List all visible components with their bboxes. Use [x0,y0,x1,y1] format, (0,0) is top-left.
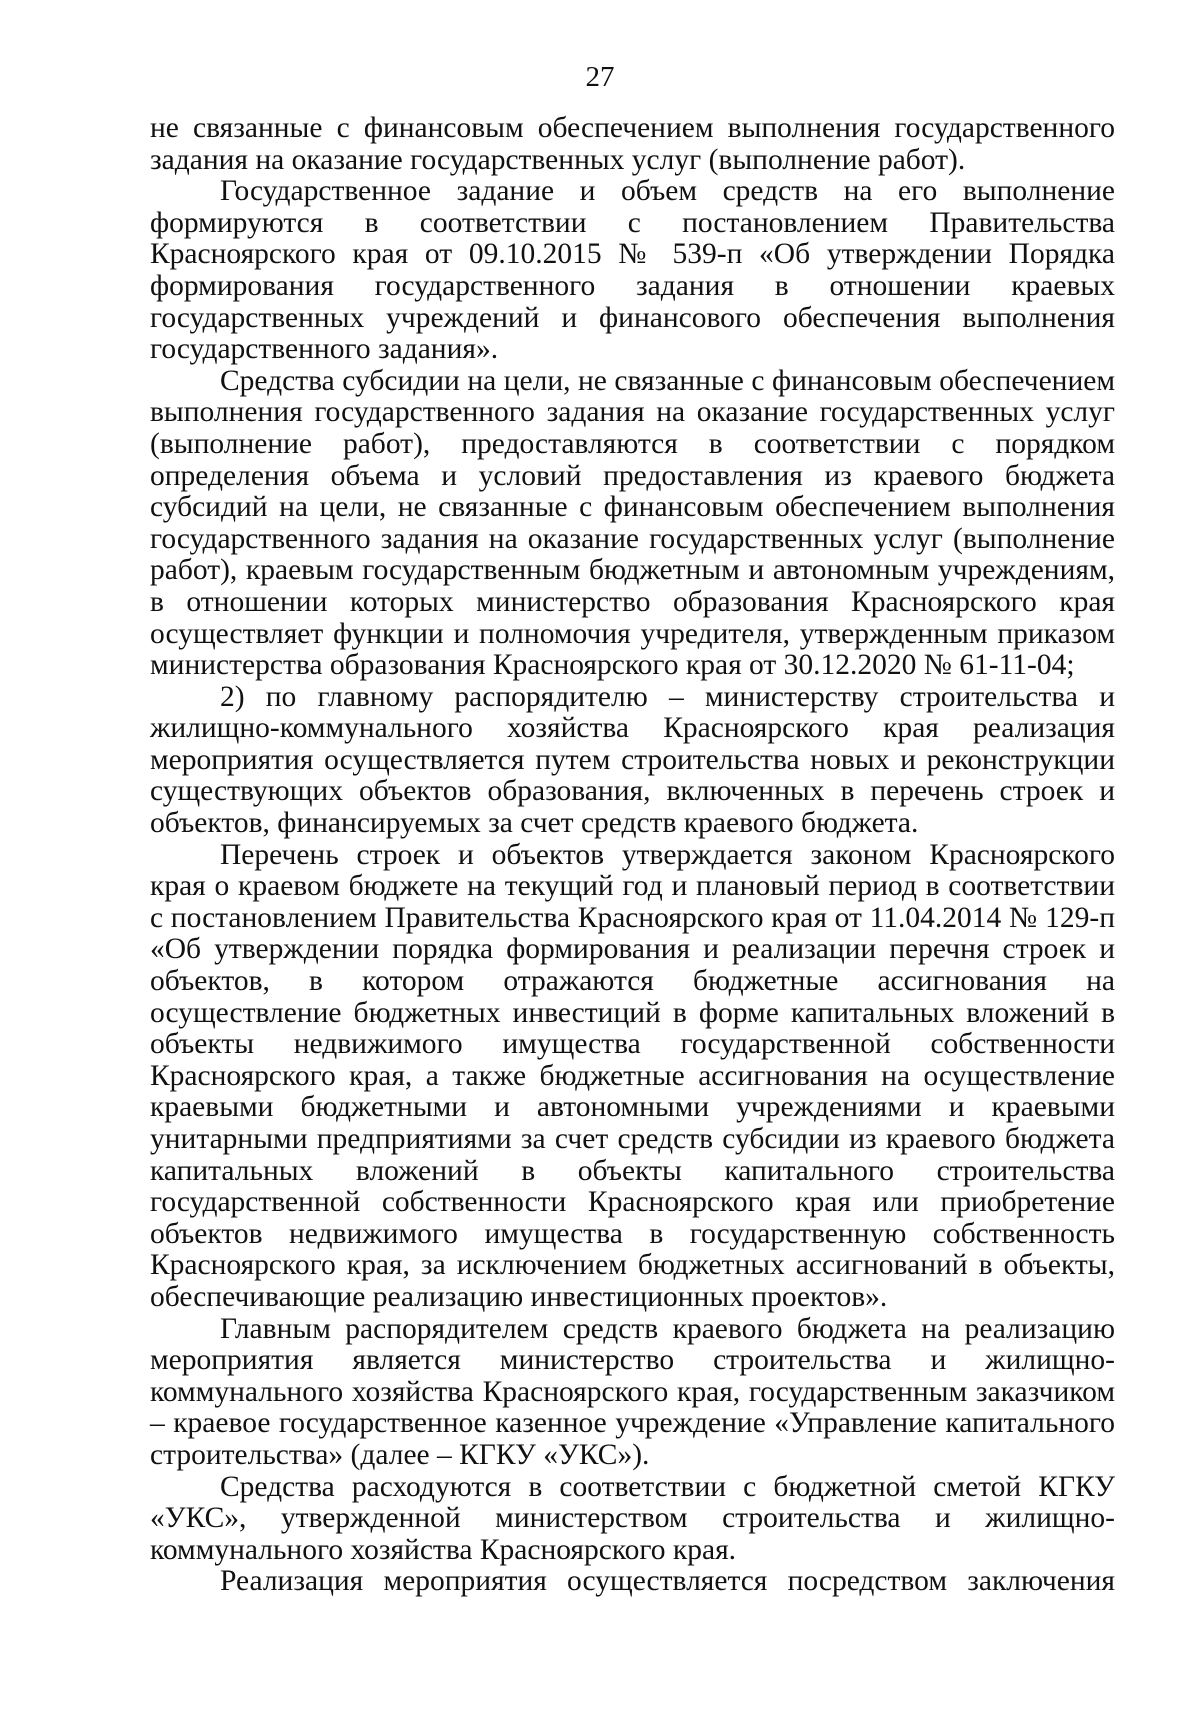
page-number: 27 [585,61,615,93]
paragraph: не связанные с финансовым обеспечением выполнения государственного задания на оказание государственных услуг (выполнение работ). [150,112,1115,176]
paragraph: Государственное задание и объем средств на его выполнение формируются в соответствии с постановлением Правительства Красноярского края от 09.10.2015 № 539-п «Об утверждении Порядка формирования государственного задания в отношении краевых государственных учреждений и финансового обеспечения выполнения государственного задания». [150,175,1115,366]
paragraph: Перечень строек и объектов утверждается законом Красноярского края о краевом бюджете на текущий год и плановый период в соответствии с постановлением Правительства Красноярского края от 11.04.2014 № 129-п «Об утверждении порядка формирования и реализации перечня строек и объектов, в котором отражаются бюджетные ассигнования на осуществление бюджетных инвестиций в форме капитальных вложений в объекты недвижимого имущества государственной собственности Красноярского края, а также бюджетные ассигнования на осуществление краевыми бюджетными и автономными учреждениями и краевыми унитарными предприятиями за счет средств субсидии из краевого бюджета капитальных вложений в объекты капитального строительства государственной собственности Красноярского края или приобретение объектов недвижимого имущества в государственную собственность Красноярского края, за исключением бюджетных ассигнований в объекты, обеспечивающие реализацию инвестиционных проектов». [150,838,1115,1313]
document-body [150,113,1115,1598]
paragraph: Главным распорядителем средств краевого бюджета на реализацию мероприятия является министерство строительства и жилищно-коммунального хозяйства Красноярского края, государственным заказчиком – краевое государственное казенное учреждение «Управление капитального строительства» (далее – КГКУ «УКС»). [150,1312,1115,1471]
paragraph: Средства субсидии на цели, не связанные с финансовым обеспечением выполнения государственного задания на оказание государственных услуг (выполнение работ), предоставляются в соответствии с порядком определения объема и условий предоставления из краевого бюджета субсидий на цели, не связанные с финансовым обеспечением выполнения государственного задания на оказание государственных услуг (выполнение работ), краевым государственным бюджетным и автономным учреждениям, в отношении которых министерство образования Красноярского края осуществляет функции и полномочия учредителя, утвержденным приказом министерства образования Красноярского края от 30.12.2020 № 61-11-04; [150,364,1115,682]
paragraph: Средства расходуются в соответствии с бюджетной сметой КГКУ «УКС», утвержденной министерством строительства и жилищно-коммунального хозяйства Красноярского края. [150,1470,1115,1566]
paragraph: Реализация мероприятия осуществляется посредством заключения [220,1565,1115,1598]
paragraph: 2) по главному распорядителю – министерству строительства и жилищно-коммунального хозяйства Красноярского края реализация мероприятия осуществляется путем строительства новых и реконструкции существующих объектов образования, включенных в перечень строек и объектов, финансируемых за счет средств краевого бюджета. [150,680,1115,840]
